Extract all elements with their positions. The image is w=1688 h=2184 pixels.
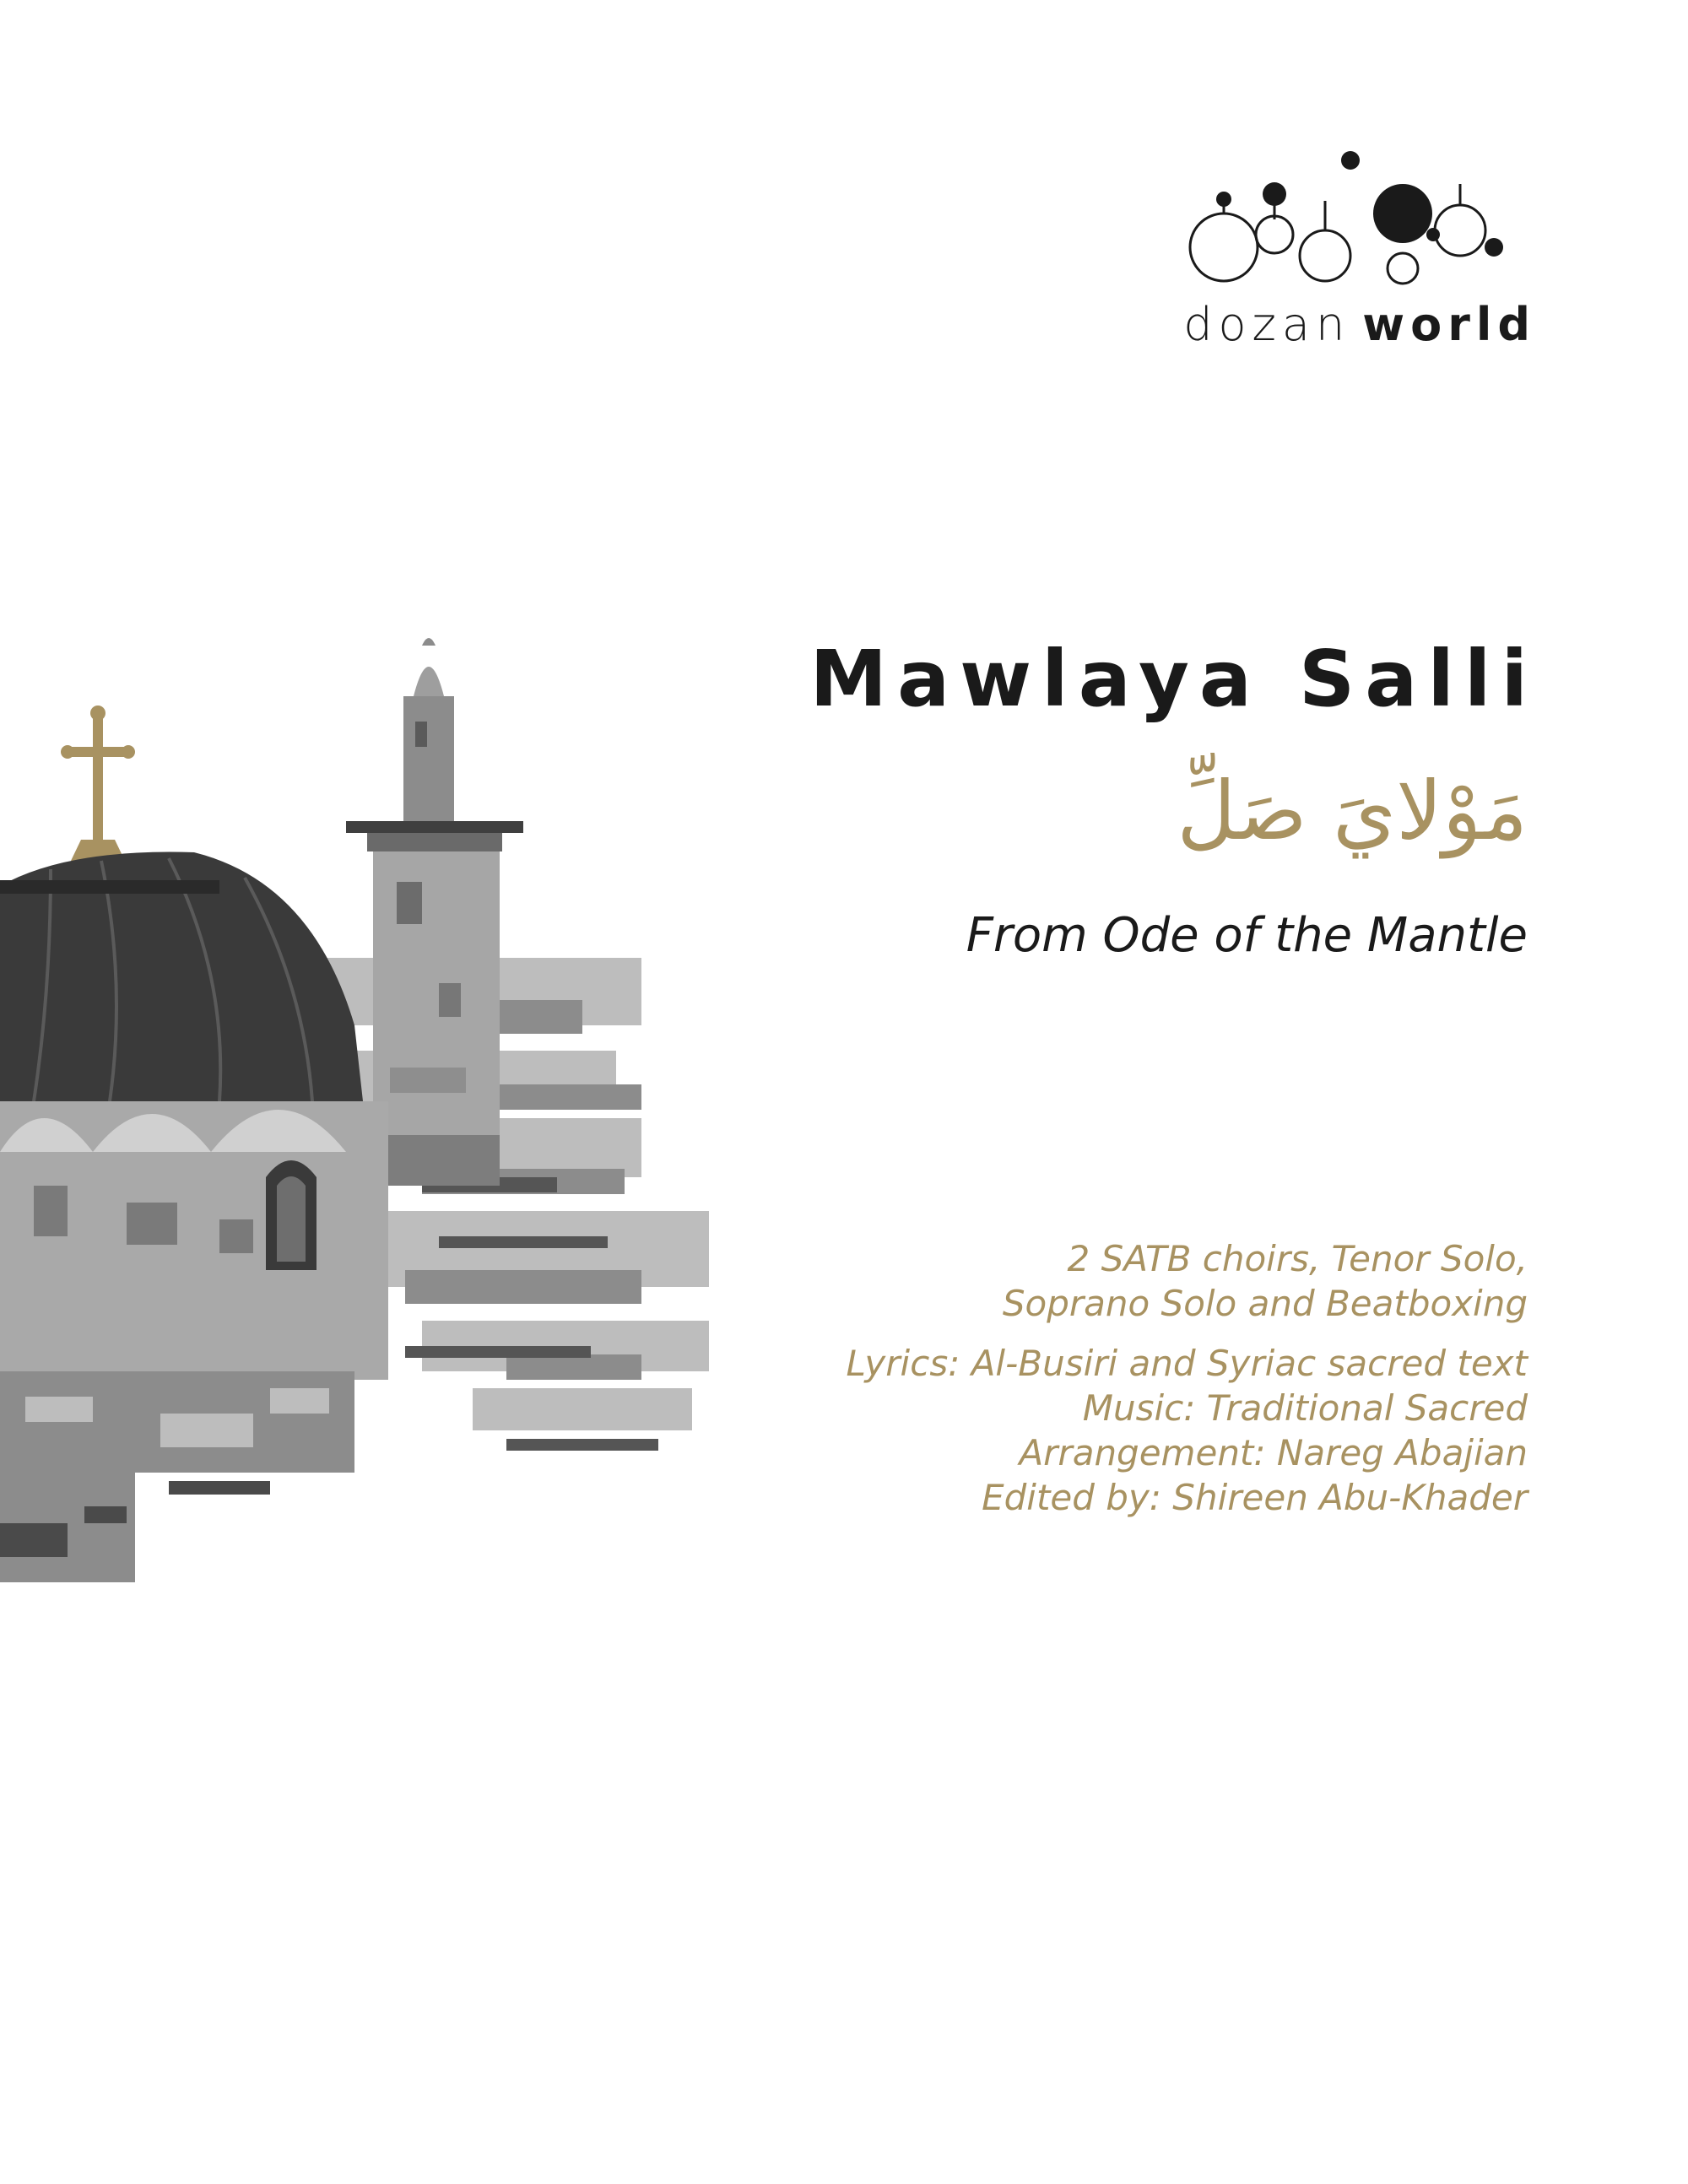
logo-wordmark: [1183, 298, 1536, 351]
dozan-world-logo: [1165, 150, 1536, 361]
page-title: Mawlaya Salli: [809, 634, 1538, 724]
title-block: [684, 624, 1538, 965]
credit-editor: Edited by: Shireen Abu-Khader: [982, 1477, 1528, 1518]
logo-text-dozan: dozan: [1183, 298, 1351, 351]
credit-music: Music: Traditional Sacred: [1082, 1387, 1528, 1429]
church-dome-minaret-illustration-icon: [0, 629, 760, 1582]
dozan-world-logo-mark-icon: [1165, 150, 1536, 294]
credit-lyrics: Lyrics: Al-Busiri and Syriac sacred text: [846, 1343, 1528, 1384]
credits-block: [684, 1236, 1528, 1520]
subtitle: From Ode of the Mantle: [966, 908, 1528, 963]
logo-text-world: world: [1362, 298, 1536, 351]
voicing-line-2: Soprano Solo and Beatboxing: [1002, 1283, 1528, 1324]
credit-arrangement: Arrangement: Nareg Abajian: [1019, 1432, 1528, 1473]
voicing-line-1: 2 SATB choirs, Tenor Solo,: [1067, 1238, 1528, 1279]
arabic-title: مَوْلايَ صَلِّ: [1177, 764, 1528, 858]
